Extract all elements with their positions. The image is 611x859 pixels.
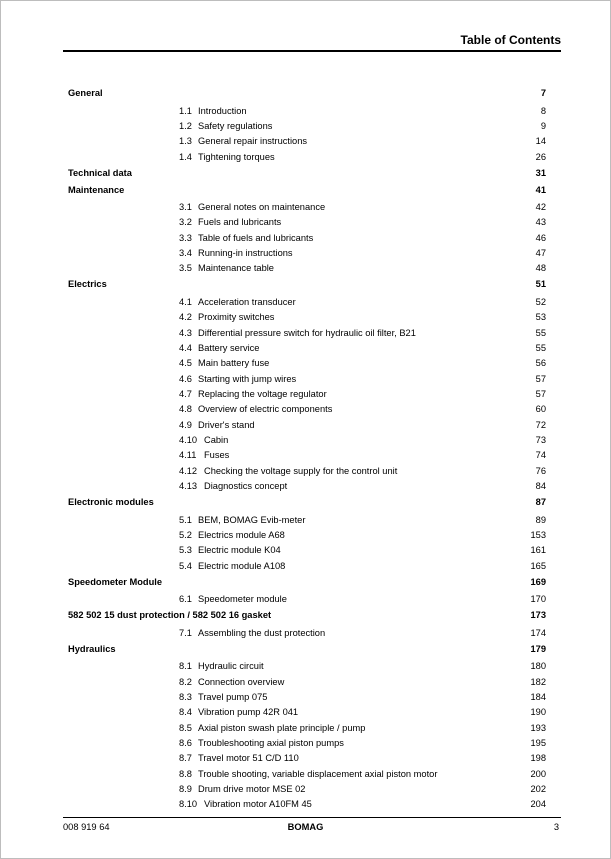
toc-section-title: General (68, 88, 103, 98)
toc-entry-row[interactable] (0, 797, 611, 811)
toc-entry-number: 8.9 (179, 784, 192, 794)
toc-entry-page: 153 (530, 530, 546, 540)
toc-entry-title: Speedometer module (198, 594, 287, 605)
toc-entry-title: Electric module A108 (198, 560, 286, 571)
toc-section-row[interactable] (0, 166, 611, 180)
toc-entry-title: Differential pressure switch for hydraulic oil filter, B21 (198, 327, 416, 338)
toc-entry-page: 89 (535, 514, 546, 525)
toc-entry-row[interactable] (0, 433, 611, 447)
toc-entry-title: Connection overview (198, 676, 285, 687)
toc-entry-title: Maintenance table (198, 263, 274, 274)
toc-entry-number: 3.1 (179, 202, 192, 213)
toc-entry-number: 3.5 (179, 263, 192, 274)
toc-entry-page: 46 (535, 232, 546, 243)
toc-entry-title: Table of fuels and lubricants (198, 232, 314, 243)
toc-entry-title: Safety regulations (198, 120, 273, 131)
toc-entry-number: 8.7 (179, 753, 192, 764)
toc-entry-title: Assembling the dust protection (198, 627, 326, 638)
toc-entry-title: Starting with jump wires (198, 373, 297, 384)
toc-entry-page: 73 (535, 435, 546, 446)
toc-section-row[interactable] (0, 575, 611, 589)
toc-section-page: 173 (530, 610, 546, 621)
toc-entry-title: Battery service (198, 343, 260, 353)
toc-entry-title: Driver's stand (198, 419, 255, 430)
toc-entry-title: Replacing the voltage regulator (198, 389, 327, 400)
toc-entry-row[interactable] (0, 751, 611, 765)
toc-entry-row[interactable] (0, 104, 611, 118)
toc-entry-row[interactable] (0, 690, 611, 704)
toc-entry-row[interactable] (0, 705, 611, 719)
toc-entry-title: Diagnostics concept (204, 481, 288, 492)
toc-entry-number: 4.10 (179, 435, 198, 446)
toc-section-title: Speedometer Module (68, 576, 163, 587)
toc-entry-number: 4.2 (179, 312, 192, 323)
page-number: 3 (553, 822, 559, 832)
toc-entry-title: Introduction (198, 105, 247, 116)
toc-entry-page: 42 (535, 202, 546, 213)
toc-section-page: 169 (530, 576, 546, 587)
toc-section-row[interactable] (0, 495, 611, 509)
toc-section-page: 51 (535, 279, 546, 290)
toc-section-title: Technical data (68, 167, 132, 178)
toc-entry-title: Travel pump 075 (198, 691, 268, 702)
toc-section-row[interactable] (0, 642, 611, 656)
toc-entry-page: 48 (535, 263, 546, 274)
toc-entry-row[interactable] (0, 528, 611, 542)
toc-section-page: 179 (530, 643, 546, 654)
toc-entry-title: Electric module K04 (198, 545, 281, 556)
toc-entry-row[interactable] (0, 326, 611, 340)
toc-entry-number: 5.2 (179, 530, 192, 540)
toc-entry-page: 84 (535, 481, 546, 492)
document-number: 008 919 64 (63, 822, 110, 832)
toc-entry-row[interactable] (0, 559, 611, 573)
brand-name: BOMAG (287, 822, 324, 832)
toc-entry-row[interactable] (0, 372, 611, 386)
toc-entry-row[interactable] (0, 464, 611, 478)
toc-section-row[interactable] (0, 183, 611, 197)
toc-entry-row[interactable] (0, 402, 611, 416)
toc-entry-title: Hydraulic circuit (198, 661, 264, 672)
toc-entry-title: Vibration motor A10FM 45 (204, 799, 312, 810)
toc-entry-row[interactable] (0, 200, 611, 214)
toc-entry-page: 202 (530, 784, 546, 794)
toc-entry-number: 4.12 (179, 465, 198, 476)
toc-entry-page: 55 (535, 327, 546, 338)
toc-entry-row[interactable] (0, 448, 611, 462)
toc-entry-page: 14 (535, 136, 546, 147)
toc-entry-title: Acceleration transducer (198, 296, 296, 307)
toc-section-page: 31 (535, 167, 546, 178)
toc-entry-title: Overview of electric components (198, 404, 333, 415)
toc-entry-number: 4.9 (179, 419, 192, 430)
toc-entry-title: Troubleshooting axial piston pumps (198, 737, 344, 748)
toc-entry-number: 8.1 (179, 661, 192, 672)
toc-section-row[interactable] (0, 277, 611, 291)
page-title: Table of Contents (460, 33, 561, 47)
toc-entry-row[interactable] (0, 513, 611, 527)
toc-entry-title: Tightening torques (198, 151, 275, 162)
toc-entry-number: 5.1 (179, 514, 192, 525)
toc-entry-page: 60 (535, 404, 546, 415)
toc-entry-number: 1.3 (179, 136, 192, 147)
toc-section-page: 41 (535, 184, 546, 195)
toc-entry-page: 165 (530, 560, 546, 571)
toc-entry-page: 174 (530, 627, 546, 638)
toc-entry-page: 190 (530, 707, 546, 718)
toc-entry-number: 4.11 (179, 450, 197, 461)
toc-entry-number: 4.13 (179, 481, 198, 492)
toc-entry-number: 5.3 (179, 545, 192, 556)
toc-entry-number: 4.4 (179, 343, 192, 353)
toc-entry-row[interactable] (0, 356, 611, 370)
toc-entry-row[interactable] (0, 310, 611, 324)
toc-entry-page: 52 (535, 296, 546, 307)
toc-entry-number: 4.5 (179, 358, 192, 369)
toc-entry-title: Travel motor 51 C/D 110 (198, 753, 299, 764)
toc-entry-page: 9 (540, 120, 546, 131)
toc-entry-title: Checking the voltage supply for the control unit (204, 465, 398, 476)
toc-entry-number: 4.3 (179, 327, 192, 338)
toc-entry-number: 8.3 (179, 691, 192, 702)
toc-entry-row[interactable] (0, 479, 611, 493)
toc-entry-row[interactable] (0, 215, 611, 229)
toc-entry-page: 161 (530, 545, 546, 556)
toc-entry-row[interactable] (0, 721, 611, 735)
toc-entry-page: 72 (535, 419, 546, 430)
toc-entry-number: 3.4 (179, 248, 192, 259)
toc-section-title: Hydraulics (68, 643, 116, 654)
toc-entry-page: 198 (530, 753, 546, 764)
toc-entry-title: Fuels and lubricants (198, 217, 282, 228)
toc-entry-page: 57 (535, 373, 546, 384)
toc-entry-page: 76 (535, 465, 546, 476)
toc-entry-row[interactable] (0, 246, 611, 260)
toc-entry-row[interactable] (0, 782, 611, 796)
toc-entry-number: 7.1 (179, 627, 192, 638)
toc-entry-row[interactable] (0, 767, 611, 781)
toc-entry-page: 200 (530, 768, 546, 779)
toc-entry-page: 193 (530, 722, 546, 733)
toc-entry-page: 170 (530, 594, 546, 605)
toc-entry-number: 5.4 (179, 560, 192, 571)
toc-entry-title: Main battery fuse (198, 358, 270, 369)
toc-entry-page: 195 (530, 737, 546, 748)
toc-entry-row[interactable] (0, 295, 611, 309)
toc-entry-title: Trouble shooting, variable displacement axial piston motor (198, 768, 438, 779)
toc-entry-row[interactable] (0, 134, 611, 148)
toc-entry-title: Fuses (204, 450, 230, 461)
toc-entry-row[interactable] (0, 261, 611, 275)
toc-entry-page: 55 (535, 343, 546, 353)
toc-section-row[interactable] (0, 608, 611, 622)
toc-entry-row[interactable] (0, 659, 611, 673)
toc-entry-page: 182 (530, 676, 546, 687)
toc-entry-title: Running-in instructions (198, 248, 293, 259)
toc-entry-title: Cabin (204, 435, 229, 446)
toc-section-title: Electronic modules (68, 497, 154, 508)
toc-entry-page: 74 (535, 450, 546, 461)
toc-section-page: 7 (540, 88, 546, 98)
toc-entry-page: 43 (535, 217, 546, 228)
toc-entry-row[interactable] (0, 119, 611, 133)
toc-entry-number: 4.1 (179, 296, 192, 307)
toc-entry-title: General repair instructions (198, 136, 308, 147)
toc-entry-number: 1.4 (179, 151, 192, 162)
toc-entry-page: 184 (530, 691, 546, 702)
toc-section-title: 582 502 15 dust protection / 582 502 16 gasket (68, 610, 272, 621)
toc-entry-row[interactable] (0, 341, 611, 355)
toc-entry-page: 47 (535, 248, 546, 259)
toc-entry-number: 8.5 (179, 722, 192, 733)
toc-section-title: Maintenance (68, 184, 125, 195)
toc-entry-row[interactable] (0, 418, 611, 432)
toc-entry-number: 1.1 (179, 105, 192, 116)
toc-entry-page: 56 (535, 358, 546, 369)
toc-entry-number: 3.3 (179, 232, 192, 243)
toc-entry-row[interactable] (0, 150, 611, 164)
toc-entry-number: 4.6 (179, 373, 192, 384)
toc-section-page: 87 (535, 497, 546, 508)
footer-divider (63, 817, 561, 818)
toc-entry-row[interactable] (0, 387, 611, 401)
toc-entry-page: 53 (535, 312, 546, 323)
toc-entry-row[interactable] (0, 675, 611, 689)
toc-entry-title: General notes on maintenance (198, 202, 326, 213)
toc-entry-number: 1.2 (179, 120, 192, 131)
toc-entry-title: Axial piston swash plate principle / pump (198, 722, 366, 733)
toc-entry-row[interactable] (0, 736, 611, 750)
toc-entry-row[interactable] (0, 626, 611, 640)
toc-entry-page: 204 (530, 799, 546, 810)
toc-entry-row[interactable] (0, 592, 611, 606)
toc-entry-number: 8.10 (179, 799, 198, 810)
toc-entry-number: 4.8 (179, 404, 192, 415)
toc-entry-number: 8.4 (179, 707, 192, 718)
header-divider (63, 50, 561, 52)
toc-entry-number: 4.7 (179, 389, 192, 400)
toc-entry-page: 8 (540, 105, 546, 116)
toc-entry-row[interactable] (0, 231, 611, 245)
toc-entry-title: Electrics module A68 (198, 530, 285, 540)
toc-entry-page: 57 (535, 389, 546, 400)
toc-entry-title: Vibration pump 42R 041 (198, 707, 299, 718)
toc-entry-title: BEM, BOMAG Evib-meter (198, 514, 306, 525)
toc-entry-page: 26 (535, 151, 546, 162)
toc-entry-title: Drum drive motor MSE 02 (198, 784, 306, 794)
toc-entry-number: 8.8 (179, 768, 192, 779)
toc-section-row[interactable] (0, 86, 611, 100)
toc-entry-number: 8.6 (179, 737, 192, 748)
toc-entry-number: 8.2 (179, 676, 192, 687)
toc-entry-number: 3.2 (179, 217, 192, 228)
toc-entry-row[interactable] (0, 543, 611, 557)
toc-entry-title: Proximity switches (198, 312, 275, 323)
toc-entry-page: 180 (530, 661, 546, 672)
toc-entry-number: 6.1 (179, 594, 192, 605)
toc-section-title: Electrics (68, 279, 107, 290)
